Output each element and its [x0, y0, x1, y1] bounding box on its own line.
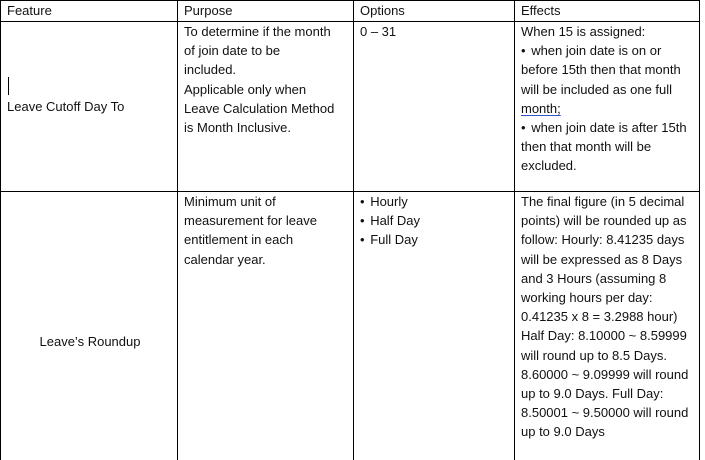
purpose-line: of join date to be	[184, 43, 281, 59]
spellcheck-underlined-word: month;	[521, 100, 561, 116]
options-cell-leave-cutoff	[354, 22, 515, 192]
option-range: 0 – 31	[360, 24, 397, 39]
option-item	[360, 230, 510, 249]
effects-bullet	[521, 118, 695, 176]
feature-name: Leave Cutoff Day To	[7, 98, 125, 114]
effects-cell-leave-cutoff	[515, 22, 700, 192]
purpose-line: measurement for leave	[184, 213, 317, 229]
purpose-line: Minimum unit of	[184, 194, 276, 209]
purpose-line: is Month Inclusive.	[184, 120, 291, 136]
effects-cell-leave-roundup	[515, 192, 700, 460]
effects-bullet-text: when join date is after 15th then that month will be excluded.	[521, 120, 687, 174]
purpose-line: Leave Calculation Method	[184, 100, 335, 116]
effects-bullet	[521, 41, 695, 118]
effects-intro: When 15 is assigned:	[521, 24, 646, 39]
option-label: Full Day	[370, 232, 418, 248]
option-label: Hourly	[370, 194, 408, 209]
purpose-cell-leave-roundup	[178, 192, 354, 460]
option-item	[360, 192, 510, 211]
effects-text: The final figure (in 5 decimal points) will be rounded up as follow: Hourly: 8.41235 days will be expressed as 8 Days and 3 Hours (assuming 8 working hours per day: 0.41235 x 8 = 3.2988 hour) Half Day: 8.10000 ~ 8.59999 will round up to 8.5 Days. 8.60000 ~ 9.09999 will round up to 9.0 Days. Full Day: 8.50001 ~ 9.50000 will round up to 9.0 Days	[521, 194, 689, 440]
option-item	[360, 211, 510, 230]
table-row-leave-roundup	[1, 192, 700, 460]
purpose-cell-leave-cutoff	[178, 22, 354, 192]
feature-cell-leave-cutoff	[1, 22, 178, 192]
header-effects: Effects	[515, 1, 700, 22]
feature-cell-leave-roundup	[1, 192, 178, 460]
bullet-glyph: •	[521, 43, 526, 59]
bullet-glyph: •	[360, 232, 365, 248]
feature-name: Leave’s Roundup	[39, 334, 141, 350]
header-purpose: Purpose	[178, 1, 354, 22]
purpose-line: Applicable only when	[184, 81, 307, 97]
table-row-leave-cutoff	[1, 22, 700, 192]
bullet-glyph: •	[521, 120, 526, 136]
purpose-line: entitlement in each	[184, 232, 294, 248]
options-cell-leave-roundup	[354, 192, 515, 460]
purpose-line: To determine if the month	[184, 24, 331, 39]
purpose-line: calendar year.	[184, 251, 266, 267]
bullet-glyph: •	[360, 194, 365, 209]
purpose-line: included.	[184, 62, 237, 78]
bullet-glyph: •	[360, 213, 365, 229]
table-header-row	[1, 1, 700, 22]
header-options: Options	[354, 1, 515, 22]
option-label: Half Day	[370, 213, 421, 229]
effects-bullet-text: when join date is on or before 15th then that month will be included as one full	[521, 43, 681, 97]
header-feature: Feature	[1, 1, 178, 22]
